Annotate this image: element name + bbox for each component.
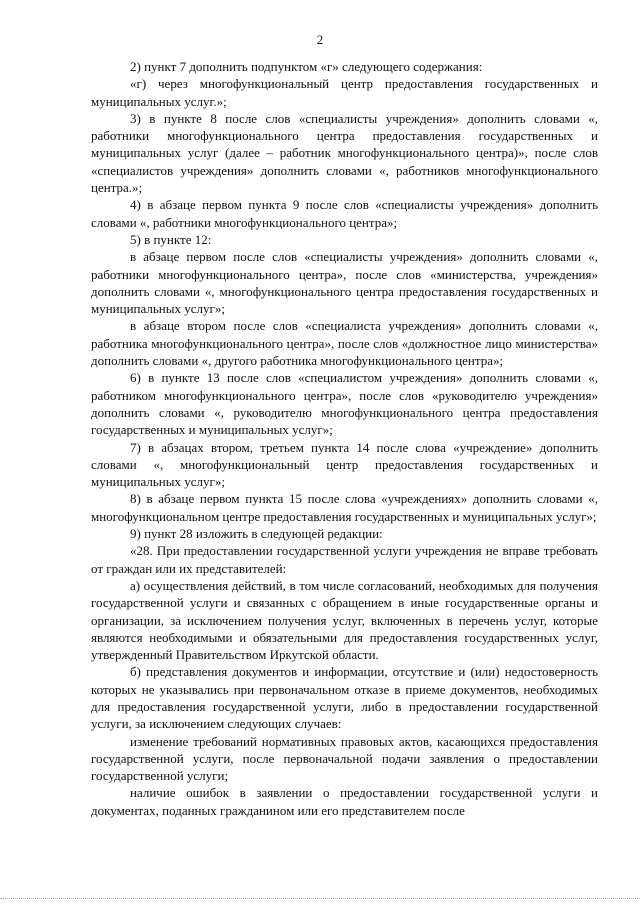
paragraph: 5) в пункте 12: (130, 231, 212, 247)
paragraph: изменение требований нормативных правовых актов, касающихся предоставления государственной услуги, после первоначальной подачи заявления о предоставлении государственной услуги; (91, 733, 598, 784)
paragraph: 8) в абзаце первом пункта 15 после слова «учреждениях» дополнить словами «, многофункциональном центре предоставления государственных и муниципальных услуг»; (91, 491, 598, 524)
document-body (91, 58, 598, 819)
paragraph: 2) пункт 7 дополнить подпунктом «г» следующего содержания: (130, 59, 483, 74)
paragraph: «28. При предоставлении государственной услуги учреждения не вправе требовать от граждан или их представителей: (91, 543, 598, 576)
page-bottom-divider (0, 898, 640, 899)
paragraph: наличие ошибок в заявлении о предоставлении государственной услуги и документах, поданных гражданином или его представителем после (91, 785, 598, 818)
paragraph: а) осуществления действий, в том числе согласований, необходимых для получения государственной услуги и связанных с обращением в иные государственные органы и организации, за исключением получения услуг, включенных в перечень услуг, которые являются необходимыми и обязательными для предоставления государственных услуг, утвержденный Правительством Иркутской области. (91, 577, 598, 663)
paragraph: 9) пункт 28 изложить в следующей редакции: (130, 526, 383, 542)
paragraph: в абзаце первом после слов «специалисты учреждения» дополнить словами «, работники многофункционального центра», после слов «министерства, учреждения» дополнить словами «, многофункционального центра предоставления государственных и муниципальных услуг»; (91, 249, 598, 317)
paragraph: 7) в абзацах втором, третьем пункта 14 после слова «учреждение» дополнить словами «, многофункциональный центр предоставления государственных и муниципальных услуг»; (91, 439, 598, 490)
paragraph: в абзаце втором после слов «специалиста учреждения» дополнить словами «, работника многофункционального центра», после слов «должностное лицо министерства» дополнить словами «, другого работника многофункционального центра»; (91, 318, 598, 369)
paragraph: 6) в пункте 13 после слов «специалистом учреждения» дополнить словами «, работником многофункционального центра», после слов «руководителю учреждения» дополнить словами «, руководителю многофункционального центра предоставления государственных и муниципальных услуг»; (91, 370, 598, 438)
paragraph: 3) в пункте 8 после слов «специалисты учреждения» дополнить словами «, работники многофункционального центра предоставления государственных и муниципальных услуг (далее – работник многофункционального центра)», после слов «специалистов учреждения» дополнить словами «, работников многофункционального центра.»; (91, 110, 598, 196)
paragraph: «г) через многофункциональный центр предоставления государственных и муниципальных услуг.»; (91, 76, 598, 109)
paragraph: 4) в абзаце первом пункта 9 после слов «специалисты учреждения» дополнить словами «, работники многофункционального центра»; (91, 197, 598, 230)
paragraph: б) представления документов и информации, отсутствие и (или) недостоверность которых не указывались при первоначальном отказе в приеме документов, необходимых для предоставления государственной услуги, либо в предоставлении государственной услуги, за исключением следующих случаев: (91, 664, 598, 732)
page-number: 2 (316, 32, 324, 47)
